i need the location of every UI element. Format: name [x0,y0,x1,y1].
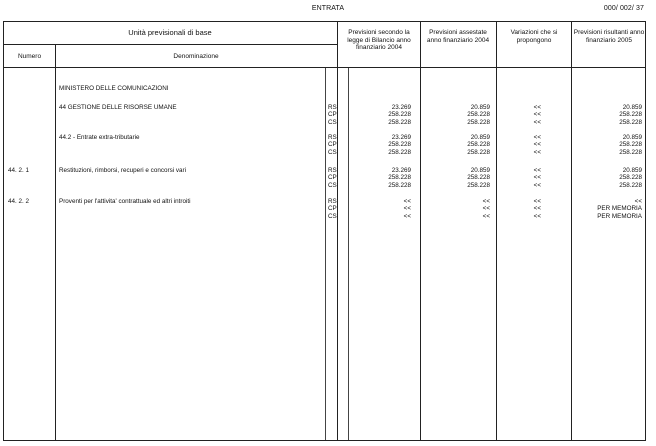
value-assestate: 258.228 [467,118,490,126]
value-variazioni: << [533,181,541,189]
value-variazioni: << [533,148,541,156]
value-assestate: 258.228 [467,141,490,149]
value-risultanti: 258.228 [619,118,642,126]
page-reference: 000/ 002/ 37 [603,5,644,12]
row-code: RS [328,167,337,174]
value-assestate: << [482,205,490,213]
section-number: 44. 2. 1 [8,167,30,174]
col-prev-bilancio-header: Previsioni secondo la legge di Bilancio anno finanziario 2004 [347,29,411,51]
col-divider [571,22,572,440]
value-bilancio: << [403,212,411,220]
col-divider [337,22,338,440]
value-bilancio: 258.228 [388,148,411,156]
value-variazioni: << [533,205,541,213]
header-divider [4,44,337,45]
value-assestate: 258.228 [467,111,490,119]
value-bilancio: << [403,205,411,213]
row-code: CP [328,205,337,213]
row-code: CS [328,148,337,156]
value-risultanti: 258.228 [619,181,642,189]
section-label: 44.2 - Entrate extra-tributarie [59,134,140,141]
value-bilancio: 23.269 [391,104,411,111]
value-risultanti: 20.859 [622,134,642,141]
row-code: CP [328,174,337,182]
code-col-divider [325,67,326,440]
value-risultanti: 20.859 [622,167,642,174]
value-variazioni: << [533,111,541,119]
value-assestate: 20.859 [470,167,490,174]
row-code: CS [328,118,337,126]
group-title: Unità previsionali di base [128,28,212,37]
value-assestate: << [482,198,490,205]
row-code: CS [328,181,337,189]
section-number: 44. 2. 2 [8,198,30,205]
value-risultanti: PER MEMORIA [597,205,642,213]
value-bilancio: 258.228 [388,181,411,189]
value-risultanti: << [634,198,642,205]
value-risultanti: 20.859 [622,104,642,111]
row-code: RS [328,134,337,141]
value-variazioni: << [533,174,541,182]
value-assestate: 258.228 [467,148,490,156]
value-bilancio: 258.228 [388,141,411,149]
col-divider [55,44,56,440]
value-assestate: << [482,212,490,220]
col-prev-assestate-header: Previsioni assestate anno finanziario 2004 [426,29,490,44]
section-label: Restituzioni, rimborsi, recuperi e concorsi vari [59,167,187,174]
value-assestate: 258.228 [467,174,490,182]
ministry-label: MINISTERO DELLE COMUNICAZIONI [59,85,169,92]
value-variazioni: << [533,212,541,220]
value-risultanti: 258.228 [619,111,642,119]
value-bilancio: 258.228 [388,118,411,126]
col-numero-header: Numero [17,53,42,60]
row-code: RS [328,198,337,205]
row-code: CP [328,141,337,149]
row-code: CS [328,212,337,220]
value-bilancio: 258.228 [388,111,411,119]
value-variazioni: << [533,167,541,174]
value-variazioni: << [533,104,541,111]
value-bilancio: 258.228 [388,174,411,182]
value-assestate: 258.228 [467,181,490,189]
value-variazioni: << [533,118,541,126]
value-risultanti: 258.228 [619,141,642,149]
col-divider [420,22,421,440]
value-variazioni: << [533,141,541,149]
col-denominazione-header: Denominazione [173,53,219,60]
value-bilancio: 23.269 [391,134,411,141]
value-bilancio: 23.269 [391,167,411,174]
section-label: 44 GESTIONE DELLE RISORSE UMANE [59,104,177,111]
col-prev-risultanti-header: Previsioni risultanti anno finanziario 2005 [573,29,645,44]
value-risultanti: 258.228 [619,148,642,156]
col-variazioni-header: Variazioni che si propongono [510,29,558,44]
value-assestate: 20.859 [470,104,490,111]
value-assestate: 20.859 [470,134,490,141]
value-bilancio: << [403,198,411,205]
value-variazioni: << [533,134,541,141]
row-code: RS [328,104,337,111]
row-code: CP [328,111,337,119]
document-title: ENTRATA [311,5,345,12]
header-bottom-rule [4,67,645,68]
budget-table [3,21,646,441]
value-risultanti: 258.228 [619,174,642,182]
col-divider [496,22,497,440]
value-variazioni: << [533,198,541,205]
value-risultanti: PER MEMORIA [597,212,642,220]
section-label: Proventi per l'attivita' contrattuale ed altri introiti [59,198,191,205]
